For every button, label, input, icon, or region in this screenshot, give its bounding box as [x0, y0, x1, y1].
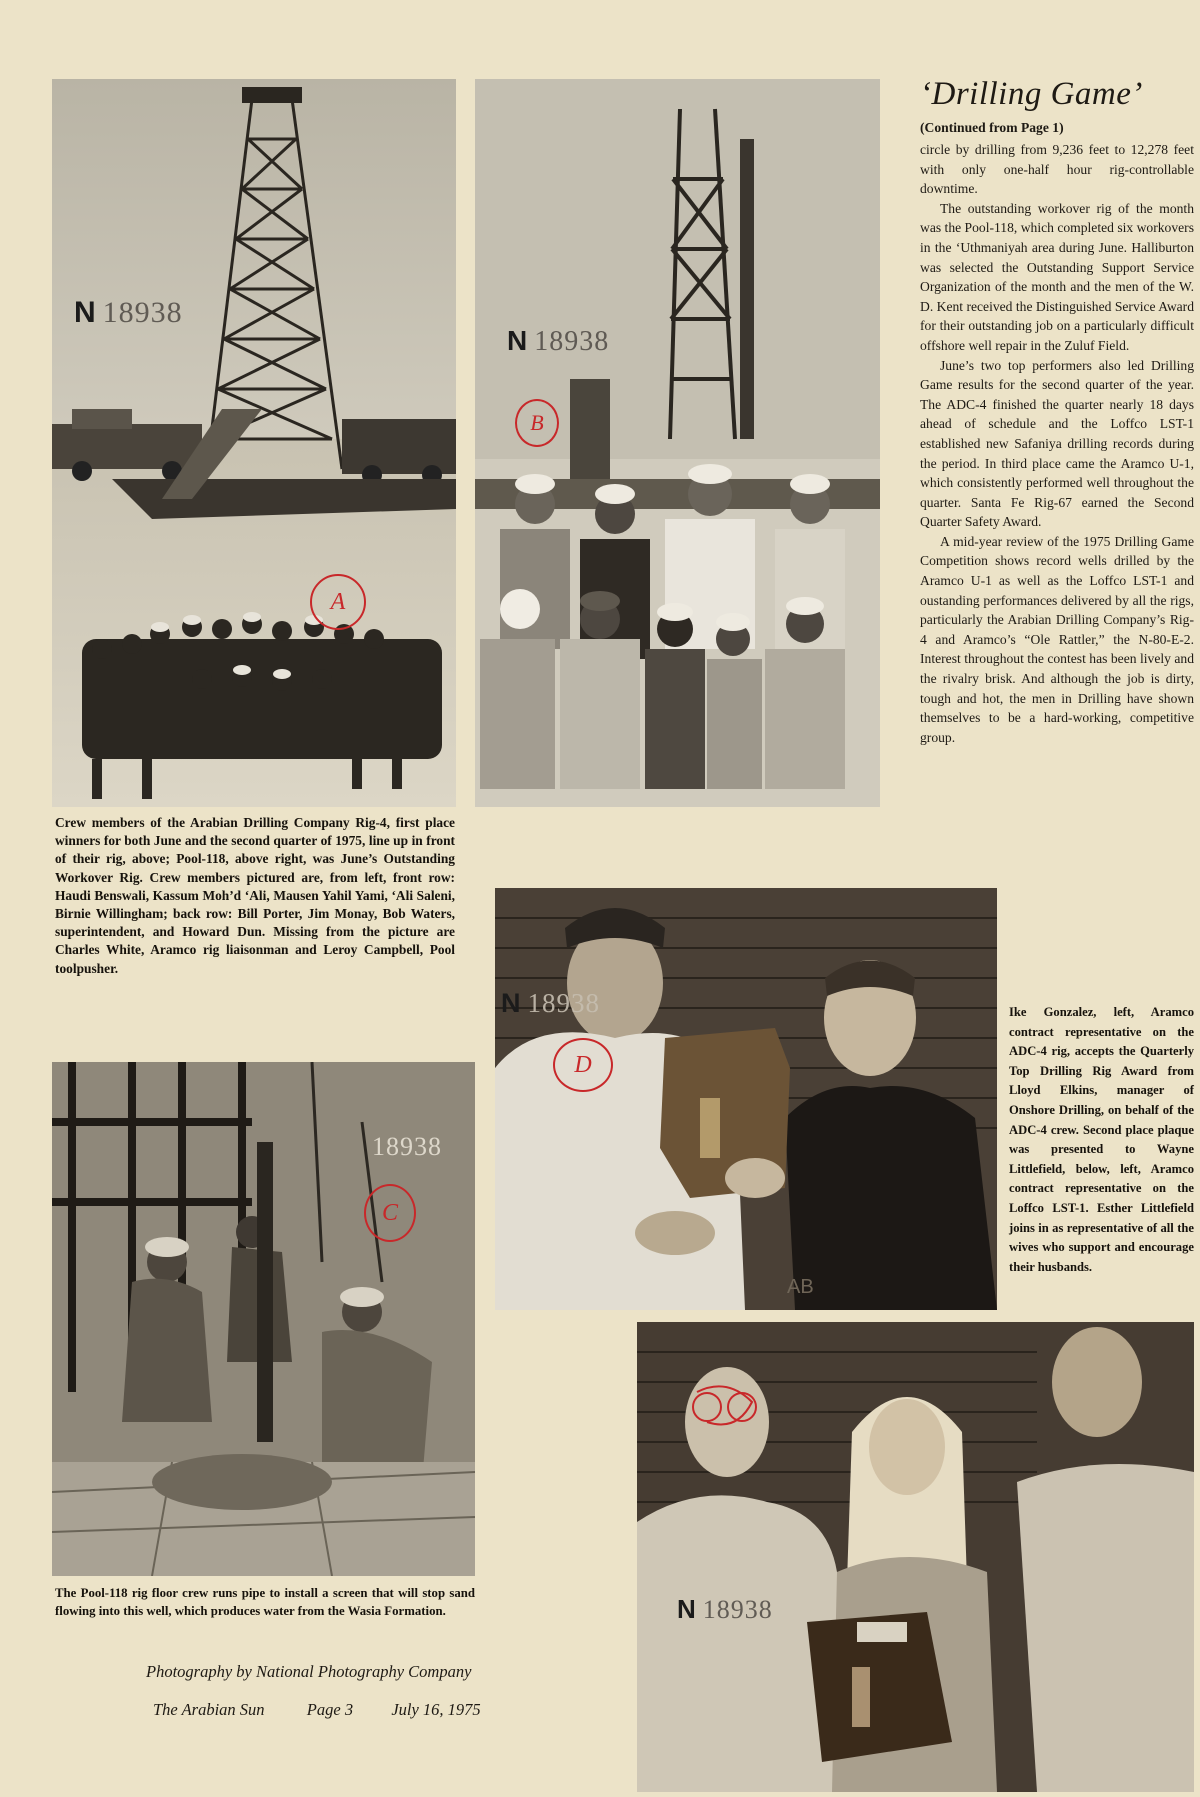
caption-crew-text: Crew members of the Arabian Drilling Company Rig-4, first place winners for both June and the second quarter of 1975, line up in front of their rig, above; Pool-118, above right, was June’s Outstanding Workover Rig. Crew members pictured are, from left, front row: Haudi Benswali, Kassum Moh’d ‘Ali, Mausen Yahil Yami, ‘Ali Saleni, Birnie Willingham; back row: Bill Porter, Jim Monay, Bob Waters, superintendent, and Howard Dun. Missing from the picture are Charles White, Aramco rig liaisonman and Leroy Campbell, Pool toolpusher.	[55, 815, 455, 976]
caption-award	[1009, 1003, 1194, 1277]
article-headline: ‘Drilling Game’	[920, 76, 1143, 112]
photo-circle-d-letter: D	[574, 1051, 592, 1078]
article-drilling-game	[920, 76, 1194, 747]
photo-credit	[146, 1662, 471, 1682]
photo-circle-a-letter: A	[330, 588, 346, 615]
negative-number-a	[74, 296, 183, 330]
negative-number-d	[501, 988, 600, 1019]
negative-number-c	[372, 1132, 442, 1162]
plaque-illustration	[637, 1322, 1194, 1792]
photo-circle-b	[515, 399, 559, 447]
publication-date: July 16, 1975	[391, 1700, 481, 1719]
neg-number-c: 18938	[372, 1132, 442, 1161]
caption-crew-members	[55, 814, 455, 978]
article-continued-note: (Continued from Page 1)	[920, 120, 1064, 135]
article-body	[920, 140, 1194, 747]
handshake-illustration	[495, 888, 997, 1310]
photo-adc-rig-crew	[52, 79, 456, 807]
neg-letter-b: N	[507, 325, 529, 356]
photo-award-handshake	[495, 888, 997, 1310]
photo-circle-b-letter: B	[530, 410, 544, 435]
publication-name: The Arabian Sun	[153, 1700, 265, 1719]
negative-number-e	[677, 1594, 773, 1625]
article-paragraph: June’s two top performers also led Drilling Game results for the second quarter of the year. The ADC-4 finished the quarter nearly 18 days ahead of schedule and the Loffco LST-1 established new Safaniya drilling records during the period. In third place came the Aramco U-1, which consistently performed well throughout the quarter. Santa Fe Rig-67 earned the Second Quarter Safety Award.	[920, 357, 1194, 530]
caption-award-text: Ike Gonzalez, left, Aramco contract representative on the ADC-4 rig, accepts the Quarterly Top Drilling Rig Award from Lloyd Elkins, manager of Onshore Drilling, on behalf of the ADC-4 crew. Second place plaque was presented to Wayne Littlefield, below, left, Aramco contract representative on the Loffco LST-1. Esther Littlefield joins in as representative of all the wives who support and encourage their husbands.	[1009, 1005, 1194, 1274]
article-paragraph: The outstanding workover rig of the month was the Pool-118, which completed six workovers in the ‘Uthmaniyah area during June. Halliburton was selected the Outstanding Support Service Organization of the month and the men of the W. D. Kent received the Distinguished Service Award for their outstanding job on a particularly difficult offshore well repair in the Zuluf Field.	[920, 200, 1194, 353]
page-number: Page 3	[306, 1700, 354, 1719]
photo-circle-a	[310, 574, 366, 630]
neg-number-e: 18938	[702, 1595, 773, 1624]
photo-credit-text: Photography by National Photography Company	[146, 1662, 472, 1681]
article-paragraph: A mid-year review of the 1975 Drilling Game Competition shows record wells drilled by the Aramco U-1 as well as the Loffco LST-1 and oustanding performances delivered by all the rigs, particularly the Arabian Drilling Company’s Rig-4 and Aramco’s “Ole Rattler,” the N-80-E-2. Interest throughout the contest has been lively and the rivalry brisk. And although the job is dirty, tough and hot, the men in Drilling have shown themselves to be a hard-working, competitive group.	[920, 533, 1194, 745]
caption-rig-floor	[55, 1584, 475, 1620]
photo-circle-c-letter: C	[381, 1199, 398, 1226]
photo-circle-c	[364, 1184, 416, 1242]
article-paragraph: circle by drilling from 9,236 feet to 12,278 feet with only one-half hour rig-controllable downtime.	[920, 142, 1194, 197]
background-sign-text: AB	[787, 1276, 814, 1298]
neg-number-a: 18938	[102, 296, 183, 329]
neg-number-d: 18938	[527, 988, 600, 1018]
publication-line	[153, 1700, 481, 1720]
photo-circle-d	[553, 1038, 613, 1092]
photo-second-place-plaque	[637, 1322, 1194, 1792]
neg-letter-d: N	[501, 988, 522, 1018]
rig-crew-illustration	[52, 79, 456, 807]
photo-rig-floor-crew	[52, 1062, 475, 1576]
caption-rig-floor-text: The Pool-118 rig floor crew runs pipe to install a screen that will stop sand flowing into this well, which produces water from the Wasia Formation.	[55, 1586, 475, 1619]
photo-pool-118-crew	[475, 79, 880, 807]
negative-number-b	[507, 325, 609, 358]
neg-letter-a: N	[74, 296, 97, 329]
neg-number-b: 18938	[534, 326, 610, 357]
neg-letter-e: N	[677, 1594, 697, 1624]
